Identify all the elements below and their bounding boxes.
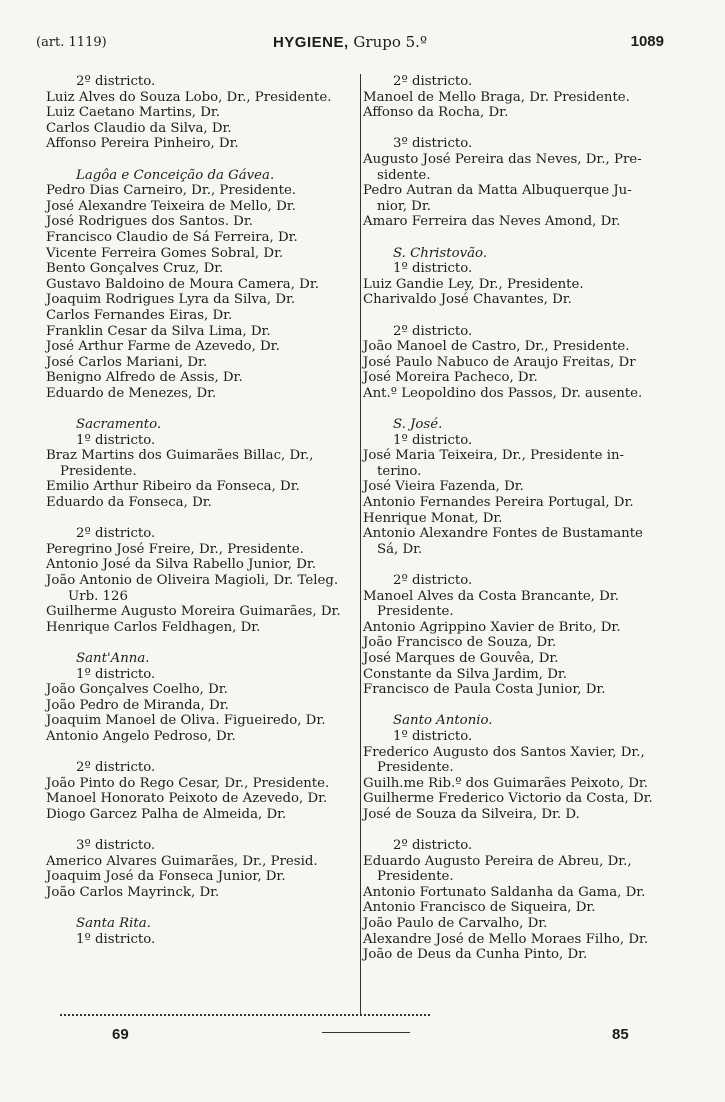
district-heading: 1º districto.: [393, 728, 473, 744]
roster-line: José Moreira Pacheco, Dr.: [363, 370, 538, 386]
spacer: [46, 152, 358, 168]
spacer: [363, 230, 681, 246]
roster-line: sidente.: [377, 167, 431, 183]
roster-line: Carlos Fernandes Eiras, Dr.: [46, 307, 233, 323]
roster-line: Benigno Alfredo de Assis, Dr.: [46, 370, 243, 386]
footer-rule: [322, 1032, 410, 1033]
roster-line: Affonso Pereira Pinheiro, Dr.: [46, 136, 239, 152]
roster-line: João de Deus da Cunha Pinto, Dr.: [363, 947, 588, 963]
roster-line: Guilh.me Rib.º dos Guimarães Peixoto, Dr.: [363, 775, 648, 791]
group-label: Grupo 5.º: [348, 33, 428, 51]
roster-line: Charivaldo José Chavantes, Dr.: [363, 292, 572, 308]
left-folio: 69: [112, 1026, 129, 1043]
roster-line: Eduardo de Menezes, Dr.: [46, 385, 217, 401]
roster-line: Joaquim Rodrigues Lyra da Silva, Dr.: [46, 292, 296, 308]
roster-line: João Francisco de Souza, Dr.: [363, 635, 557, 651]
roster-line: José Arthur Farme de Azevedo, Dr.: [46, 339, 280, 355]
left-column: [46, 74, 358, 947]
roster-line: João Antonio de Oliveira Magioli, Dr. Teleg.: [46, 573, 339, 588]
district-heading: 2º districto.: [76, 760, 156, 776]
spacer: [46, 900, 358, 916]
parish-heading: Sant'Anna.: [76, 650, 150, 666]
district-heading: 1º districto.: [76, 432, 156, 448]
roster-line: Eduardo da Fonseca, Dr.: [46, 495, 212, 511]
roster-line: Antonio Angelo Pedroso, Dr.: [46, 728, 236, 744]
roster-line: Manoel de Mello Braga, Dr. Presidente.: [363, 89, 630, 105]
roster-line: Antonio José da Silva Rabello Junior, Dr.: [46, 557, 316, 573]
roster-line: Sá, Dr.: [377, 541, 423, 557]
roster-line: Guilherme Augusto Moreira Guimarães, Dr.: [46, 604, 341, 620]
roster-line: Augusto José Pereira das Neves, Dr., Pre-: [363, 151, 642, 167]
page-number: 1089: [630, 33, 664, 50]
parish-heading: Sacramento.: [76, 417, 162, 433]
roster-line: José Alexandre Teixeira de Mello, Dr.: [46, 198, 296, 214]
roster-line: Manoel Alves da Costa Brancante, Dr.: [363, 588, 619, 604]
article-reference: (art. 1119): [36, 35, 107, 50]
roster-line: Urb. 126: [68, 588, 128, 604]
roster-line: Guilherme Frederico Victorio da Costa, Dr.: [363, 791, 653, 807]
roster-line: José Paulo Nabuco de Araujo Freitas, Dr: [363, 354, 636, 370]
spacer: [363, 698, 681, 714]
spacer: [46, 401, 358, 417]
roster-line: Affonso da Rocha, Dr.: [363, 105, 509, 121]
roster-line: nior, Dr.: [377, 198, 431, 214]
spacer: [46, 635, 358, 651]
district-heading: 1º districto.: [76, 666, 156, 682]
district-heading: 3º districto.: [393, 136, 473, 152]
roster-line: João Carlos Mayrinck, Dr.: [46, 884, 220, 900]
roster-line: Ant.º Leopoldino dos Passos, Dr. ausente.: [363, 385, 643, 401]
roster-line: Braz Martins dos Guimarães Billac, Dr.,: [46, 448, 314, 464]
roster-line: Vicente Ferreira Gomes Sobral, Dr.: [46, 245, 284, 261]
roster-line: João Paulo de Carvalho, Dr.: [363, 916, 548, 932]
parish-heading: S. Christovão.: [393, 245, 488, 261]
roster-line: Joaquim Manoel de Oliva. Figueiredo, Dr.: [46, 713, 326, 729]
dotted-leader: [60, 1014, 430, 1016]
roster-line: Franklin Cesar da Silva Lima, Dr.: [46, 323, 271, 339]
roster-line: João Pinto do Rego Cesar, Dr., Presidente.: [46, 775, 330, 791]
roster-line: Constante da Silva Jardim, Dr.: [363, 666, 568, 682]
district-heading: 3º districto.: [76, 838, 156, 854]
roster-line: Luiz Alves do Souza Lobo, Dr., Presidente.: [46, 89, 332, 105]
spacer: [363, 557, 681, 573]
roster-line: Amaro Ferreira das Neves Amond, Dr.: [363, 214, 621, 230]
roster-line: Bento Gonçalves Cruz, Dr.: [46, 261, 224, 277]
district-heading: 2º districto.: [76, 526, 156, 542]
spacer: [46, 745, 358, 761]
page-footer: [60, 1014, 660, 1044]
district-heading: 1º districto.: [393, 432, 473, 448]
roster-line: João Gonçalves Coelho, Dr.: [46, 682, 228, 698]
running-title: [36, 33, 664, 51]
district-heading: 2º districto.: [393, 323, 473, 339]
roster-line: Luiz Caetano Martins, Dr.: [46, 105, 221, 121]
roster-line: Antonio Fortunato Saldanha da Gama, Dr.: [363, 884, 646, 900]
roster-line: Luiz Gandie Ley, Dr., Presidente.: [363, 276, 584, 292]
roster-line: Francisco de Paula Costa Junior, Dr.: [363, 682, 606, 698]
district-heading: 1º districto.: [393, 261, 473, 277]
district-heading: 2º districto.: [393, 573, 473, 588]
district-heading: 2º districto.: [393, 838, 473, 854]
roster-line: Antonio Fernandes Pereira Portugal, Dr.: [363, 495, 634, 511]
spacer: [46, 511, 358, 527]
parish-heading: S. José.: [393, 417, 443, 433]
right-column: [363, 74, 681, 963]
roster-line: José de Souza da Silveira, Dr. D.: [363, 806, 580, 822]
roster-line: Pedro Autran da Matta Albuquerque Ju-: [363, 183, 632, 199]
roster-line: Presidente.: [377, 604, 454, 620]
roster-line: Presidente.: [60, 463, 137, 479]
roster-line: Antonio Francisco de Siqueira, Dr.: [363, 900, 596, 916]
roster-line: Alexandre José de Mello Moraes Filho, Dr.: [363, 931, 649, 947]
roster-line: Presidente.: [377, 869, 454, 885]
roster-line: Francisco Claudio de Sá Ferreira, Dr.: [46, 229, 298, 245]
roster-line: José Vieira Fazenda, Dr.: [363, 479, 524, 495]
spacer: [46, 823, 358, 839]
roster-line: Carlos Claudio da Silva, Dr.: [46, 120, 232, 136]
roster-line: Diogo Garcez Palha de Almeida, Dr.: [46, 806, 287, 822]
roster-line: Americo Alvares Guimarães, Dr., Presid.: [46, 853, 318, 869]
district-heading: 2º districto.: [393, 74, 473, 89]
parish-heading: Santo Antonio.: [393, 713, 493, 729]
right-folio: 85: [612, 1026, 629, 1043]
parish-heading: Santa Rita.: [76, 916, 151, 932]
roster-line: José Carlos Mariani, Dr.: [46, 354, 208, 370]
spacer: [363, 401, 681, 417]
roster-line: João Pedro de Miranda, Dr.: [46, 697, 229, 713]
roster-line: terino.: [377, 463, 422, 479]
roster-line: Henrique Monat, Dr.: [363, 510, 503, 526]
roster-line: Joaquim José da Fonseca Junior, Dr.: [46, 869, 286, 885]
roster-line: Peregrino José Freire, Dr., Presidente.: [46, 541, 304, 557]
roster-line: Gustavo Baldoino de Moura Camera, Dr.: [46, 276, 319, 292]
roster-line: Pedro Dias Carneiro, Dr., Presidente.: [46, 183, 297, 199]
roster-line: Henrique Carlos Feldhagen, Dr.: [46, 619, 261, 635]
spacer: [363, 308, 681, 324]
spacer: [363, 823, 681, 839]
roster-line: Antonio Agrippino Xavier de Brito, Dr.: [363, 619, 621, 635]
roster-line: Eduardo Augusto Pereira de Abreu, Dr.,: [363, 853, 632, 869]
roster-line: Emilio Arthur Ribeiro da Fonseca, Dr.: [46, 479, 300, 495]
section-title: HYGIENE,: [272, 34, 349, 51]
roster-line: Frederico Augusto dos Santos Xavier, Dr.,: [363, 744, 645, 760]
column-divider: [360, 74, 361, 1016]
district-heading: 1º districto.: [76, 931, 156, 947]
spacer: [363, 121, 681, 137]
roster-line: Presidente.: [377, 760, 454, 776]
roster-line: Manoel Honorato Peixoto de Azevedo, Dr.: [46, 791, 328, 807]
roster-line: Antonio Alexandre Fontes de Bustamante: [363, 526, 643, 542]
page-header: [36, 33, 664, 55]
roster-line: João Manoel de Castro, Dr., Presidente.: [363, 339, 630, 355]
parish-heading: Lagôa e Conceição da Gávea.: [76, 167, 275, 183]
roster-line: José Rodrigues dos Santos. Dr.: [46, 214, 253, 230]
roster-line: José Maria Teixeira, Dr., Presidente in-: [363, 448, 625, 464]
district-heading: 2º districto.: [76, 74, 156, 89]
roster-line: José Marques de Gouvêa, Dr.: [363, 650, 559, 666]
